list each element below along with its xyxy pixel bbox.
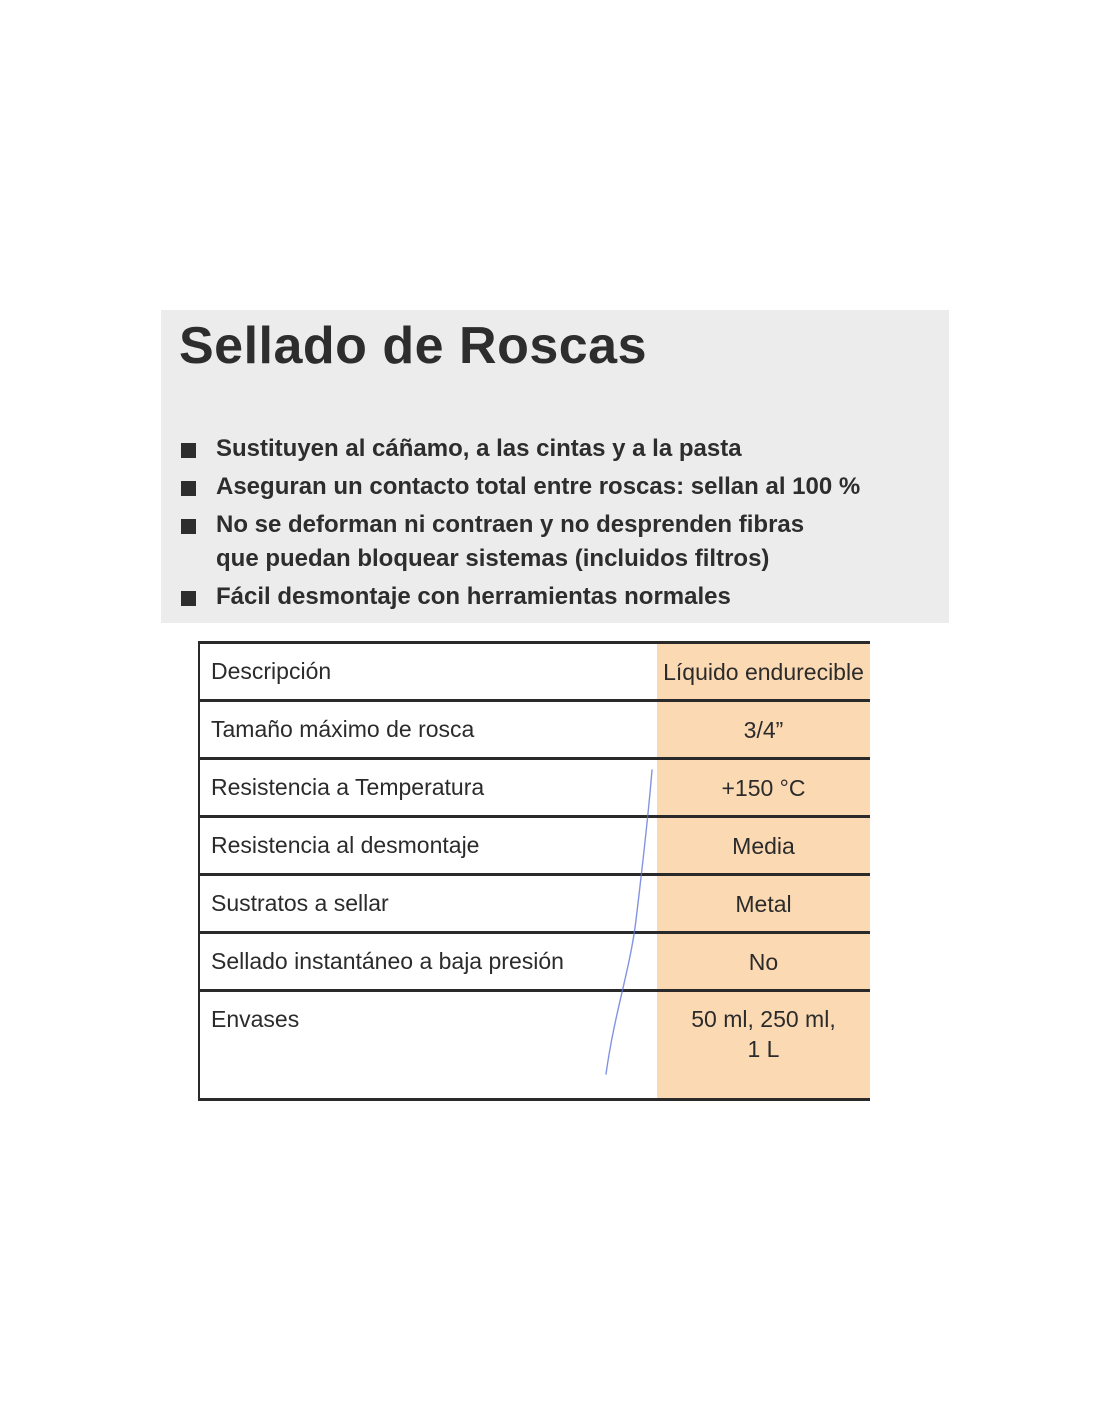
spec-value	[657, 817, 870, 875]
spec-value-text: Media	[732, 832, 795, 859]
table-row	[199, 933, 870, 991]
spec-value-text: 50 ml, 250 ml,	[691, 1006, 836, 1032]
feature-list	[179, 432, 860, 618]
square-bullet-icon	[181, 443, 196, 458]
table-row	[199, 759, 870, 817]
spec-value	[657, 701, 870, 759]
feature-text: No se deforman ni contraen y no desprenden fibras	[216, 511, 805, 538]
spec-value	[657, 643, 870, 701]
feature-item	[179, 508, 860, 576]
spec-table	[198, 641, 870, 1101]
spec-value-text: +150 °C	[721, 774, 806, 801]
spec-value-text-continued: 1 L	[747, 1036, 780, 1062]
spec-value-text: Metal	[735, 890, 792, 917]
spec-value-text: No	[748, 948, 779, 975]
spec-label: Tamaño máximo de rosca	[199, 701, 657, 759]
header-panel	[161, 310, 949, 623]
spec-label: Resistencia al desmontaje	[199, 817, 657, 875]
table-row	[199, 701, 870, 759]
square-bullet-icon	[181, 519, 196, 534]
spec-value	[657, 759, 870, 817]
feature-text: Sustituyen al cáñamo, a las cintas y a la pasta	[216, 435, 742, 462]
page-title: Sellado de Roscas	[179, 317, 648, 375]
feature-text: Aseguran un contacto total entre roscas: sellan al 100 %	[216, 473, 861, 500]
feature-text-continued: que puedan bloquear sistemas (incluidos filtros)	[216, 545, 770, 572]
table-row	[199, 643, 870, 701]
table-row	[199, 991, 870, 1100]
spec-label: Resistencia a Temperatura	[199, 759, 657, 817]
feature-item	[179, 432, 860, 466]
table-row	[199, 817, 870, 875]
spec-value	[657, 875, 870, 933]
square-bullet-icon	[181, 481, 196, 496]
feature-item	[179, 470, 860, 504]
spec-value-text: Líquido endurecible	[663, 658, 864, 685]
spec-label: Descripción	[199, 643, 657, 701]
spec-label: Sustratos a sellar	[199, 875, 657, 933]
spec-label: Sellado instantáneo a baja presión	[199, 933, 657, 991]
feature-text: Fácil desmontaje con herramientas normales	[216, 583, 731, 610]
square-bullet-icon	[181, 591, 196, 606]
spec-value-text: 3/4”	[743, 716, 784, 743]
table-row	[199, 875, 870, 933]
spec-value	[657, 933, 870, 991]
spec-label: Envases	[199, 991, 657, 1100]
spec-value	[657, 991, 870, 1100]
feature-item	[179, 580, 860, 614]
